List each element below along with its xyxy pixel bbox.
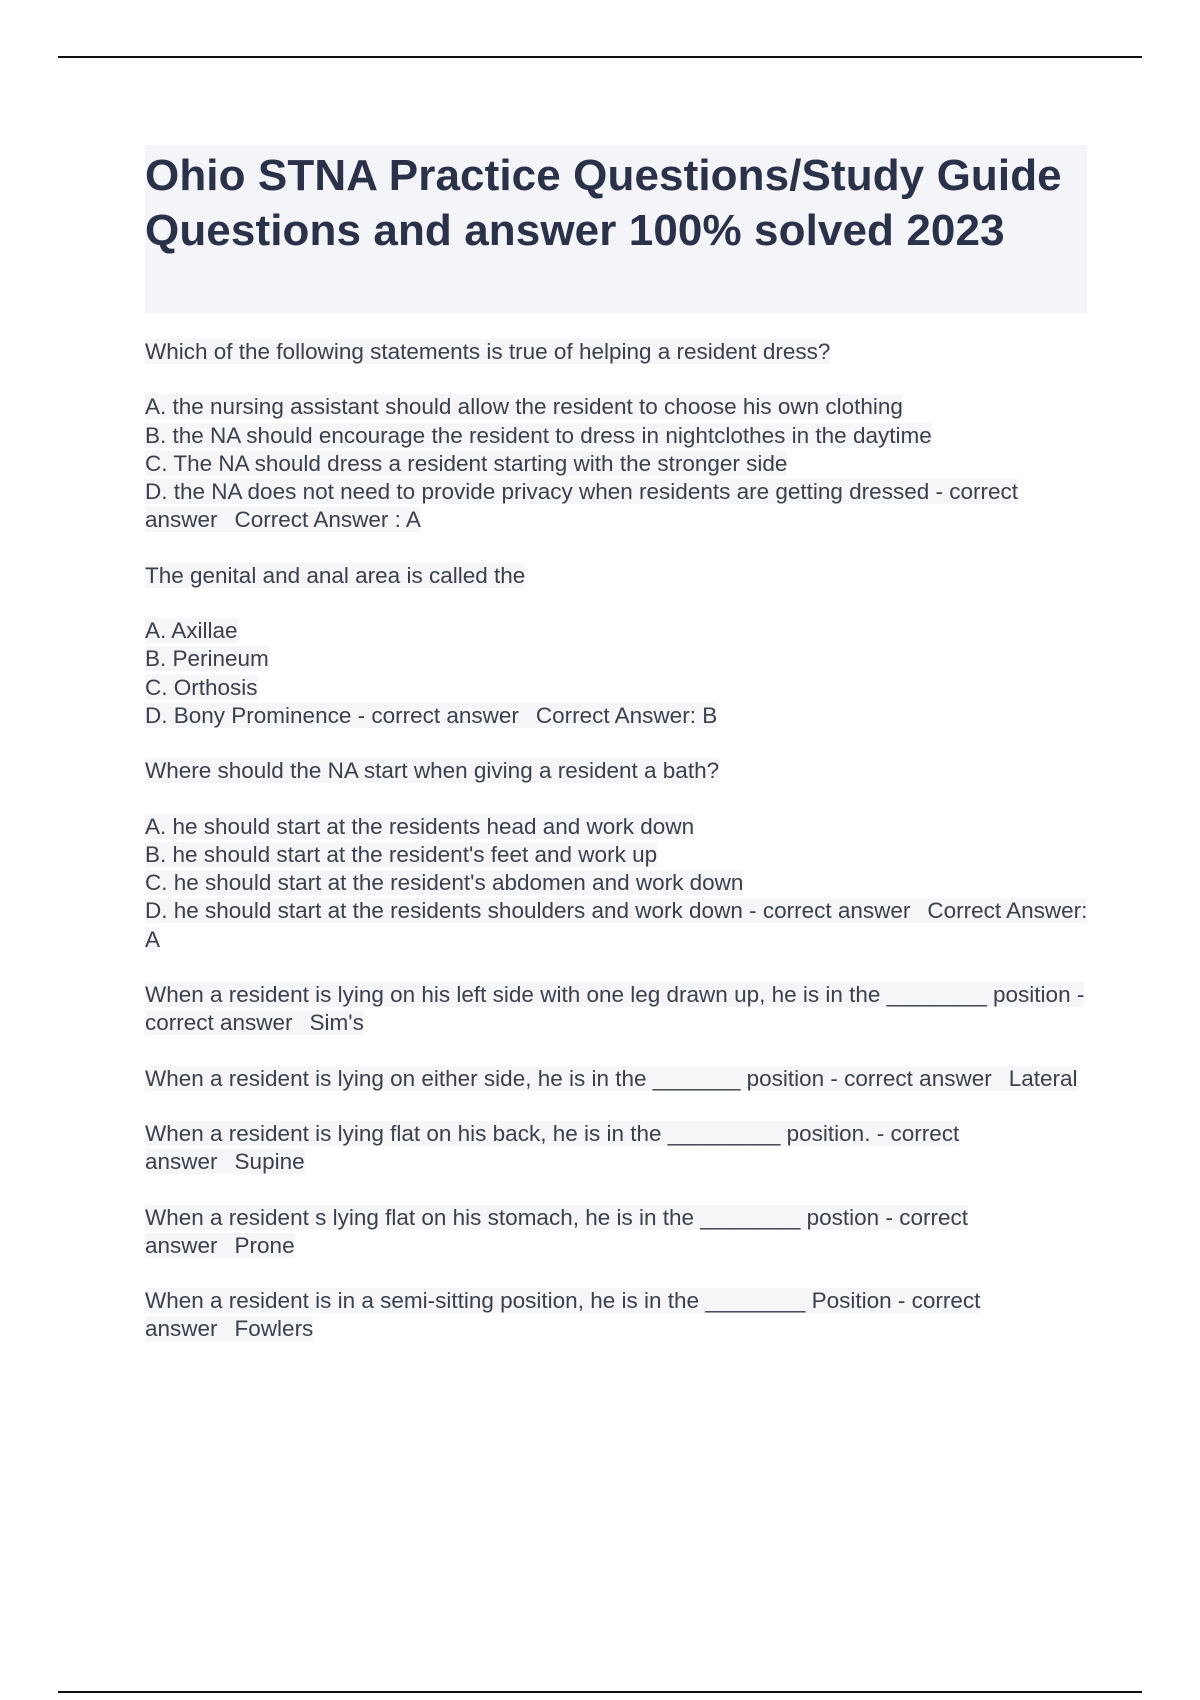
document-body: [145, 338, 1090, 1371]
option-a: A. he should start at the residents head and work down: [145, 813, 695, 839]
footer-rule: [58, 1691, 1142, 1693]
options-list: [145, 617, 1090, 730]
question-text: The genital and anal area is called the: [145, 562, 526, 588]
question-text: Which of the following statements is true of helping a resident dress?: [145, 339, 831, 364]
option-d: D. the NA does not need to provide privacy when residents are getting dressed - correct answer Correct Answer : A: [145, 479, 1018, 533]
fill-in-item: [145, 1120, 1090, 1177]
option-c: C. he should start at the resident's abdomen and work down: [145, 870, 744, 896]
question-block: [145, 338, 1090, 535]
fill-in-prompt: When a resident is lying flat on his back, he is in the _________ position. - correct answer: [145, 1120, 960, 1175]
option-b: B. the NA should encourage the resident to dress in nightclothes in the daytime: [145, 422, 932, 448]
option-a: A. the nursing assistant should allow the resident to choose his own clothing: [145, 394, 903, 420]
fill-in-prompt: When a resident is lying on either side, he is in the _______ position - correct answer: [145, 1065, 992, 1091]
question-block: [145, 757, 1090, 954]
header-rule: [58, 56, 1142, 58]
fill-in-prompt: When a resident is lying on his left side with one leg drawn up, he is in the ________ position - correct answer: [145, 982, 1085, 1036]
fill-in-prompt: When a resident is in a semi-sitting position, he is in the ________ Position - correct answer: [145, 1288, 981, 1342]
correct-answer: Fowlers: [234, 1316, 314, 1342]
correct-answer: Correct Answer: A: [145, 898, 1088, 952]
correct-answer: Supine: [234, 1149, 305, 1175]
option-b: B. Perineum: [145, 646, 269, 672]
question-text: Where should the NA start when giving a resident a bath?: [145, 758, 720, 784]
correct-answer: Correct Answer : A: [234, 507, 421, 533]
option-c: C. The NA should dress a resident starting with the stronger side: [145, 450, 788, 476]
question-block: [145, 562, 1090, 730]
fill-in-item: [145, 1204, 1090, 1261]
correct-answer: Sim's: [309, 1010, 364, 1036]
option-a: A. Axillae: [145, 618, 238, 644]
fill-in-item: [145, 981, 1090, 1038]
correct-answer: Prone: [234, 1232, 295, 1258]
fill-in-item: [145, 1065, 1090, 1093]
option-c: C. Orthosis: [145, 674, 258, 700]
fill-in-prompt: When a resident s lying flat on his stomach, he is in the ________ postion - correct answer: [145, 1204, 968, 1258]
fill-in-item: [145, 1287, 1090, 1344]
option-d: D. Bony Prominence - correct answer Correct Answer: B: [145, 702, 718, 728]
options-list: [145, 393, 1090, 534]
options-list: [145, 813, 1090, 954]
correct-answer: Correct Answer: B: [535, 702, 718, 728]
correct-answer: Lateral: [1008, 1065, 1078, 1091]
option-d: D. he should start at the residents shoulders and work down - correct answer Correct Answer: A: [145, 898, 1088, 952]
option-b: B. he should start at the resident's feet and work up: [145, 841, 658, 867]
document-title: Ohio STNA Practice Questions/Study Guide Questions and answer 100% solved 2023: [145, 151, 1062, 255]
